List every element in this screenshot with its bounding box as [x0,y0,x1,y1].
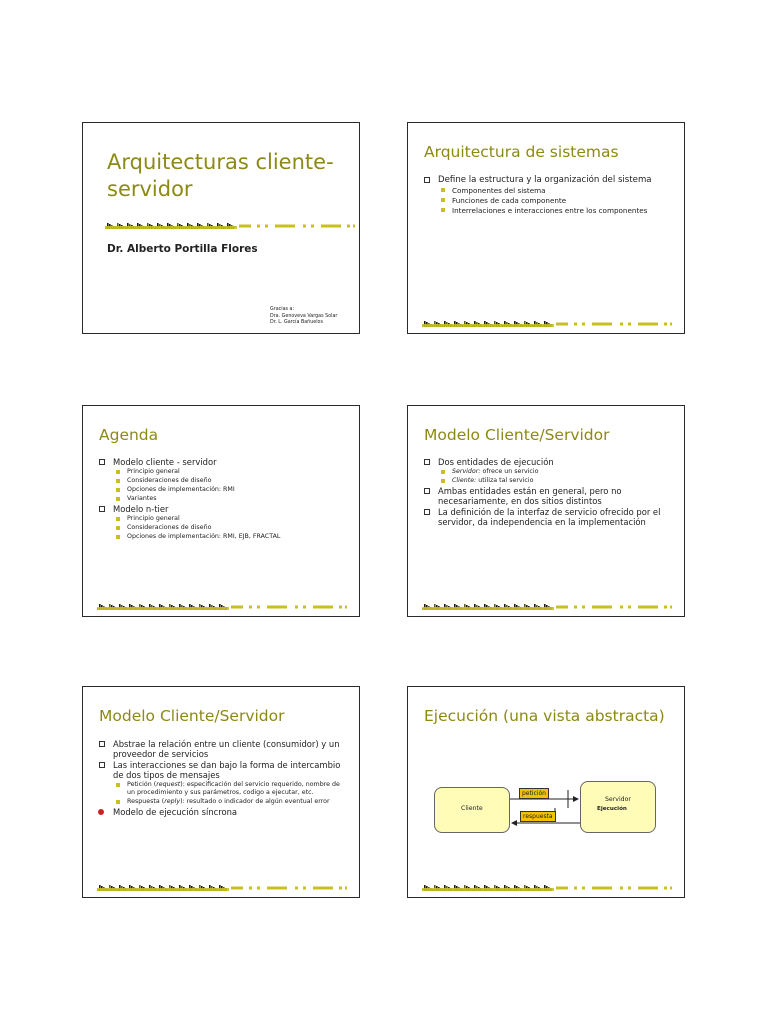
client-label: Cliente [461,805,483,812]
slide-1 [82,122,360,334]
slide-title: Agenda [99,426,159,444]
credits: Gracias a: Dra. Genoveva Vargas Solar Dr. L. García Bañuelos [270,307,338,325]
list-item: Define la estructura y la organización del sistema [422,175,674,185]
author: Dr. Alberto Portilla Flores [107,243,258,255]
bullet-list [422,457,674,528]
slide-3 [82,405,360,617]
decorative-divider [105,221,355,229]
list-item: Las interacciones se dan bajo la forma de intercambio de dos tipos de mensajes [97,760,349,780]
slide-6 [407,686,685,898]
slide-title: Arquitectura de sistemas [424,143,619,161]
server-label: Servidor [605,796,631,803]
reply-tag: respuesta [520,811,556,822]
list-item: Consideraciones de diseño [97,477,349,485]
bullet-list [422,175,674,216]
list-item: Componentes del sistema [422,186,674,195]
list-item: Funciones de cada componente [422,196,674,205]
list-item: Variantes [97,495,349,503]
slide-4 [407,405,685,617]
slide-title: Arquitecturas cliente- servidor [107,150,334,201]
slide-5 [82,686,360,898]
list-item: Principio general [97,468,349,476]
slide-title: Modelo Cliente/Servidor [424,426,610,444]
list-item: Petición (request): especificación del servicio requerido, nombre de un procedimiento y sus parámetros, codigo a ejecutar, etc. [97,781,349,797]
list-item: La definición de la interfaz de servicio ofrecido por el servidor, da independencia en la implementación [422,507,674,527]
list-item: Abstrae la relación entre un cliente (consumidor) y un proveedor de servicios [97,739,349,759]
bullet-list [97,457,349,542]
slide-title: Ejecución (una vista abstracta) [424,707,665,725]
decorative-divider [418,319,676,327]
list-item: Modelo n-tier [97,504,349,514]
list-item: Opciones de implementación: RMI [97,486,349,494]
decorative-divider [418,883,676,891]
request-tag: petición [519,788,549,799]
list-item: Modelo cliente - servidor [97,457,349,467]
list-item: Servidor: ofrece un servicio [422,468,674,476]
slide-title: Modelo Cliente/Servidor [99,707,285,725]
list-item: Modelo de ejecución síncrona [97,807,349,817]
list-item: Dos entidades de ejecución [422,457,674,467]
decorative-divider [93,602,351,610]
list-item: Consideraciones de diseño [97,524,349,532]
list-item: Respuesta (reply): resultado o indicador de algún eventual error [97,798,349,806]
list-item: Interrelaciones e interacciones entre los componentes [422,206,674,215]
bullet-list [97,739,349,818]
decorative-divider [93,883,351,891]
list-item: Principio general [97,515,349,523]
decorative-divider [418,602,676,610]
execution-label: Ejecución [597,806,627,812]
slide-2 [407,122,685,334]
list-item: Cliente: utiliza tal servicio [422,477,674,485]
list-item: Opciones de implementación: RMI, EJB, FRACTAL [97,533,349,541]
list-item: Ambas entidades están en general, pero no necesariamente, en dos sitios distintos [422,486,674,506]
